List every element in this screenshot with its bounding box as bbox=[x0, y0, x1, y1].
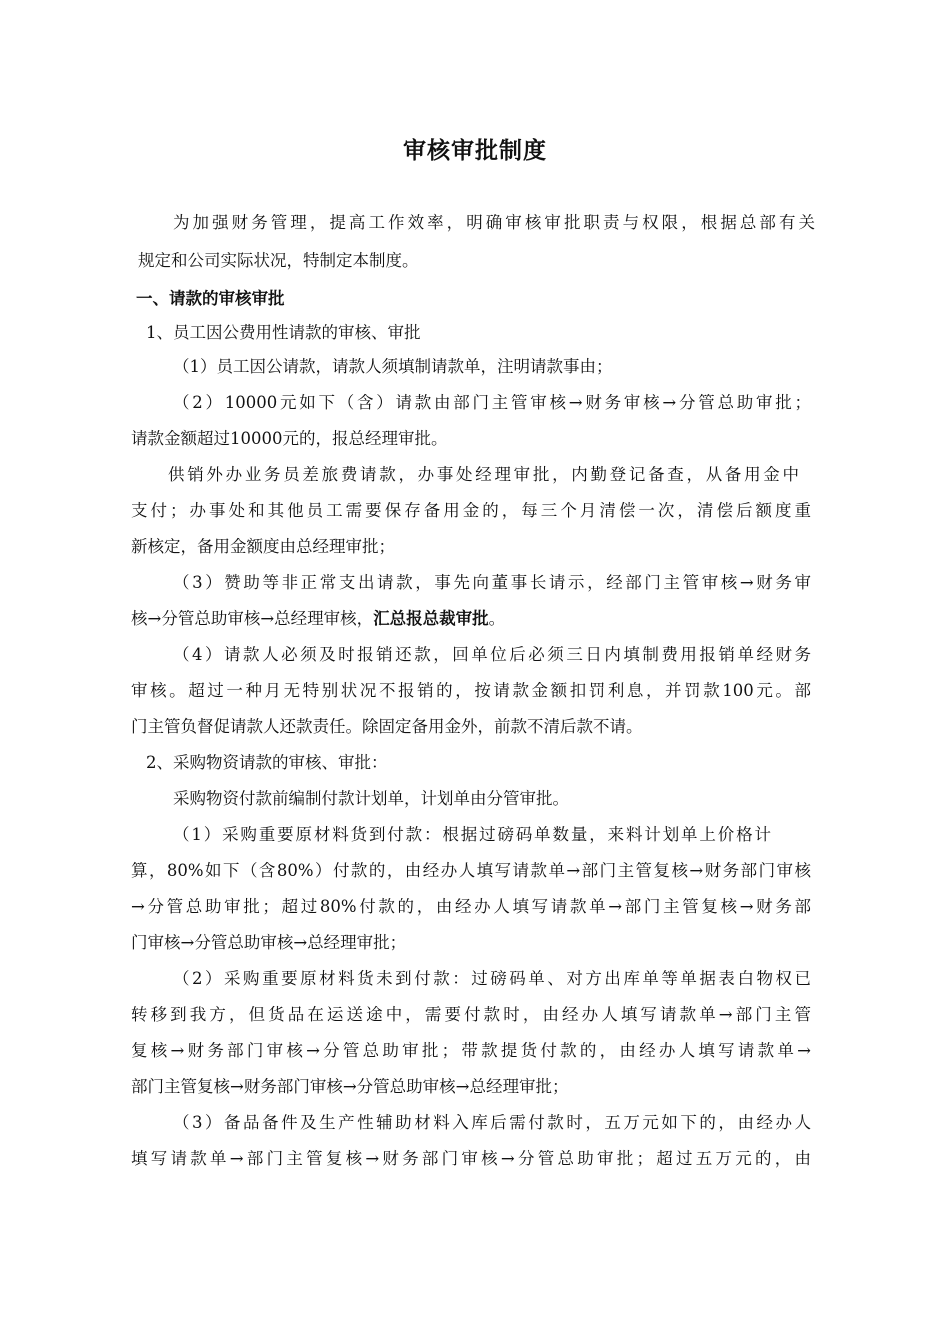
item-2-1-line-4: 门审核→分管总助审核→总经理审批； bbox=[131, 933, 407, 952]
item-2-1-line-2: 算，80%如下（含80%）付款的，由经办人填写请款单→部门主管复核→财务部门审核 bbox=[131, 861, 811, 880]
item-2-2-line-4: 部门主管复核→财务部门审核→分管总助审核→总经理审批； bbox=[131, 1077, 569, 1096]
purchase-intro: 采购物资付款前编制付款计划单，计划单由分管审批。 bbox=[173, 789, 569, 808]
travel-line-3: 新核定，备用金额度由总经理审批； bbox=[131, 537, 395, 556]
item-2-2-line-3: 复核→财务部门审核→分管总助审批；带款提货付款的，由经办人填写请款单→ bbox=[131, 1041, 811, 1060]
subsection-heading-1: 1、员工因公费用性请款的审核、审批 bbox=[146, 323, 421, 342]
item-2-1-line-1: （1）采购重要原材料货到付款：根据过磅码单数量，来料计划单上价格计 bbox=[173, 825, 771, 844]
item-2-3-line-2: 填写请款单→部门主管复核→财务部门审核→分管总助审批；超过五万元的，由 bbox=[131, 1149, 811, 1168]
intro-line-1: 为加强财务管理，提高工作效率，明确审核审批职责与权限，根据总部有关 bbox=[173, 213, 815, 232]
travel-line-1: 供销外办业务员差旅费请款，办事处经理审批，内勤登记备查，从备用金中 bbox=[168, 465, 799, 484]
document-title: 审核审批制度 bbox=[403, 138, 547, 164]
intro-line-2: 规定和公司实际状况，特制定本制度。 bbox=[138, 251, 419, 270]
item-2-2-line-1: （2）采购重要原材料货未到付款：过磅码单、对方出库单等单据表白物权已 bbox=[173, 969, 811, 988]
item-1-1: （1）员工因公请款，请款人须填制请款单，注明请款事由； bbox=[173, 357, 613, 376]
item-1-2-line-2: 请款金额超过10000元的，报总经理审批。 bbox=[131, 429, 448, 448]
item-2-3-line-1: （3）备品备件及生产性辅助材料入库后需付款时，五万元如下的，由经办人 bbox=[173, 1113, 811, 1132]
item-1-4-line-3: 门主管负督促请款人还款责任。除固定备用金外，前款不清后款不请。 bbox=[131, 717, 643, 736]
subsection-heading-2: 2、采购物资请款的审核、审批： bbox=[146, 753, 388, 772]
travel-line-2: 支付；办事处和其他员工需要保存备用金的，每三个月清偿一次，清偿后额度重 bbox=[131, 501, 811, 520]
item-1-4-line-2: 审核。超过一种月无特别状况不报销的，按请款金额扣罚利息，并罚款100元。部 bbox=[131, 681, 811, 700]
section-heading-1: 一、请款的审核审批 bbox=[136, 289, 285, 308]
item-1-3-line-2 bbox=[131, 608, 505, 630]
item-1-3-text: 核→分管总助审核→总经理审核， bbox=[131, 609, 374, 628]
item-1-2-line-1: （2）10000元如下（含）请款由部门主管审核→财务审核→分管总助审批； bbox=[173, 393, 811, 412]
item-1-3-period: 。 bbox=[488, 609, 506, 628]
item-2-1-line-3: →分管总助审批；超过80%付款的，由经办人填写请款单→部门主管复核→财务部 bbox=[131, 897, 811, 916]
item-1-3-line-1: （3）赞助等非正常支出请款，事先向董事长请示，经部门主管审核→财务审 bbox=[173, 573, 811, 592]
item-1-4-line-1: （4）请款人必须及时报销还款，回单位后必须三日内填制费用报销单经财务 bbox=[173, 645, 811, 664]
item-2-2-line-2: 转移到我方，但货品在运送途中，需要付款时，由经办人填写请款单→部门主管 bbox=[131, 1005, 811, 1024]
item-1-3-bold: 汇总报总裁审批 bbox=[373, 609, 489, 628]
